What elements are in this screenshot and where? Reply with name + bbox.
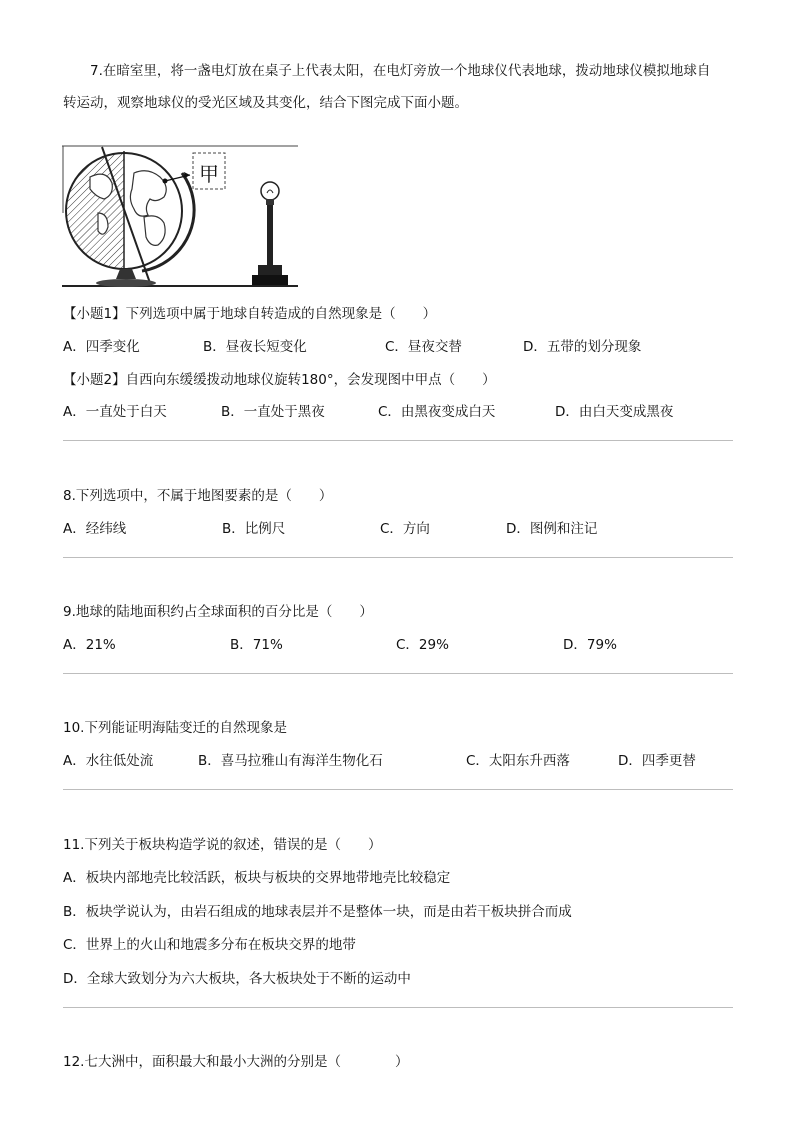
q7-sub2-stem: 【小题2】自西向东缓缓拨动地球仪旋转180°，会发现图中甲点（ ） <box>63 372 496 388</box>
q11-option-d: D．全球大致划分为六大板块，各大板块处于不断的运动中 <box>63 971 411 987</box>
q9-option-a: A．21% <box>63 637 116 653</box>
q7-sub1-option-d: D．五带的划分现象 <box>523 339 642 355</box>
figure-label-jia: 甲 <box>199 162 219 186</box>
q12-stem: 12.七大洲中，面积最大和最小大洲的分别是（ ） <box>63 1054 409 1070</box>
q10-option-b: B．喜马拉雅山有海洋生物化石 <box>198 753 383 769</box>
q8-option-c: C．方向 <box>380 521 430 537</box>
divider <box>63 557 733 558</box>
q8-stem: 8.下列选项中，不属于地图要素的是（ ） <box>63 488 333 504</box>
q7-stem-line2: 转运动，观察地球仪的受光区域及其变化，结合下图完成下面小题。 <box>63 95 468 111</box>
q7-sub1-stem: 【小题1】下列选项中属于地球自转造成的自然现象是（ ） <box>63 306 437 322</box>
q10-stem: 10.下列能证明海陆变迁的自然现象是 <box>63 720 287 736</box>
divider <box>63 673 733 674</box>
q7-sub1-option-c: C．昼夜交替 <box>385 339 462 355</box>
globe-lamp-illustration <box>62 143 302 291</box>
q11-stem: 11.下列关于板块构造学说的叙述，错误的是（ ） <box>63 837 382 853</box>
q10-option-a: A．水往低处流 <box>63 753 154 769</box>
q10-option-d: D．四季更替 <box>618 753 696 769</box>
q7-sub1-option-b: B．昼夜长短变化 <box>203 339 307 355</box>
divider <box>63 440 733 441</box>
q10-option-c: C．太阳东升西落 <box>466 753 570 769</box>
q9-option-d: D．79% <box>563 637 617 653</box>
q7-sub2-option-b: B．一直处于黑夜 <box>221 404 325 420</box>
divider <box>63 1007 733 1008</box>
q11-option-a: A．板块内部地壳比较活跃，板块与板块的交界地带地壳比较稳定 <box>63 870 451 886</box>
globe-lamp-figure <box>62 143 302 291</box>
q7-sub1-option-a: A．四季变化 <box>63 339 140 355</box>
q7-sub2-option-a: A．一直处于白天 <box>63 404 167 420</box>
q11-option-b: B．板块学说认为，由岩石组成的地球表层并不是整体一块，而是由若干板块拼合而成 <box>63 904 572 920</box>
q8-option-b: B．比例尺 <box>222 521 286 537</box>
q9-option-c: C．29% <box>396 637 449 653</box>
q7-sub2-option-d: D．由白天变成黑夜 <box>555 404 674 420</box>
q8-option-d: D．图例和注记 <box>506 521 598 537</box>
divider <box>63 789 733 790</box>
q7-stem-line1: 7.在暗室里，将一盏电灯放在桌子上代表太阳，在电灯旁放一个地球仪代表地球，拨动地球仪模拟地球自 <box>90 63 711 79</box>
q8-option-a: A．经纬线 <box>63 521 127 537</box>
q9-option-b: B．71% <box>230 637 283 653</box>
q11-option-c: C．世界上的火山和地震多分布在板块交界的地带 <box>63 937 356 953</box>
q9-stem: 9.地球的陆地面积约占全球面积的百分比是（ ） <box>63 604 373 620</box>
q7-sub2-option-c: C．由黑夜变成白天 <box>378 404 496 420</box>
